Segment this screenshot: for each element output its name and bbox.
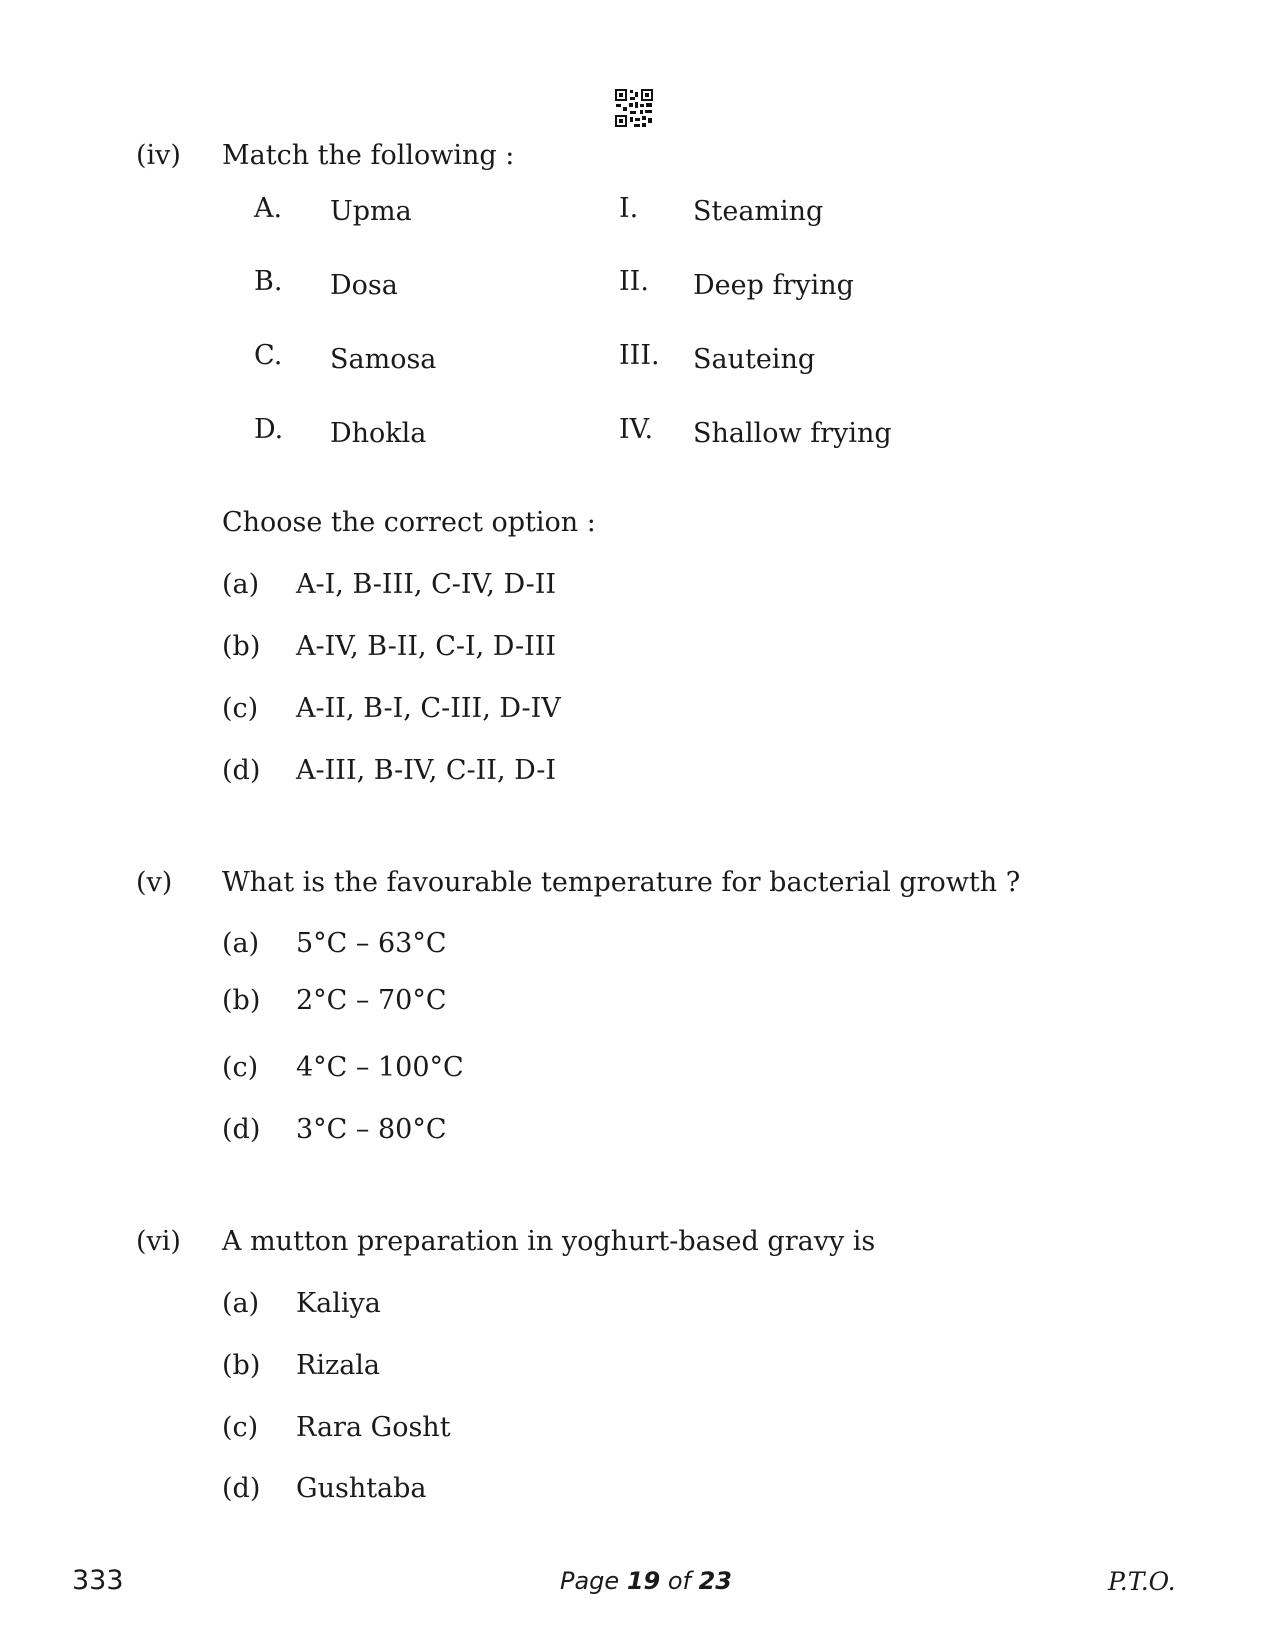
page-of: of bbox=[660, 1567, 699, 1595]
match-left-label: C. bbox=[254, 340, 283, 371]
match-left-label: B. bbox=[254, 266, 283, 297]
option-label: (b) bbox=[222, 985, 261, 1016]
option-text: 2°C – 70°C bbox=[296, 985, 447, 1016]
question-stem: What is the favourable temperature for bacterial growth ? bbox=[222, 867, 1021, 898]
qr-code-icon bbox=[614, 88, 654, 128]
page-current: 19 bbox=[626, 1567, 661, 1595]
match-right-label: III. bbox=[619, 340, 660, 371]
option-label: (a) bbox=[222, 1288, 260, 1319]
match-right-text: Sauteing bbox=[693, 344, 816, 375]
option-text: A-I, B-III, C-IV, D-II bbox=[296, 569, 557, 600]
option-label: (b) bbox=[222, 1350, 261, 1381]
question-number: (iv) bbox=[136, 140, 181, 171]
question-stem: Match the following : bbox=[222, 140, 515, 171]
match-left-label: A. bbox=[254, 193, 283, 224]
option-text: 5°C – 63°C bbox=[296, 928, 447, 959]
choose-prompt: Choose the correct option : bbox=[222, 507, 596, 538]
option-text: 4°C – 100°C bbox=[296, 1052, 464, 1083]
match-left-label: D. bbox=[254, 414, 284, 445]
page-indicator bbox=[560, 1569, 732, 1593]
match-right-text: Shallow frying bbox=[693, 418, 892, 449]
question-number: (vi) bbox=[136, 1226, 181, 1257]
option-text: Kaliya bbox=[296, 1288, 381, 1319]
option-text: 3°C – 80°C bbox=[296, 1114, 447, 1145]
paper-code: 333 bbox=[72, 1565, 124, 1596]
option-label: (a) bbox=[222, 928, 260, 959]
option-text: A-IV, B-II, C-I, D-III bbox=[296, 631, 557, 662]
option-label: (c) bbox=[222, 1412, 259, 1443]
match-left-text: Samosa bbox=[330, 344, 437, 375]
option-label: (b) bbox=[222, 631, 261, 662]
question-stem: A mutton preparation in yoghurt-based gravy is bbox=[222, 1226, 876, 1257]
match-right-label: II. bbox=[619, 266, 649, 297]
match-right-label: I. bbox=[619, 193, 639, 224]
option-text: Rara Gosht bbox=[296, 1412, 451, 1443]
option-label: (c) bbox=[222, 693, 259, 724]
option-text: A-III, B-IV, C-II, D-I bbox=[296, 755, 557, 786]
match-left-text: Dhokla bbox=[330, 418, 427, 449]
match-left-text: Dosa bbox=[330, 270, 398, 301]
page-prefix: Page bbox=[560, 1567, 627, 1595]
match-right-text: Deep frying bbox=[693, 270, 854, 301]
match-right-label: IV. bbox=[619, 414, 654, 445]
option-text: Gushtaba bbox=[296, 1473, 427, 1504]
option-label: (c) bbox=[222, 1052, 259, 1083]
option-label: (d) bbox=[222, 1473, 261, 1504]
question-number: (v) bbox=[136, 867, 173, 898]
option-text: A-II, B-I, C-III, D-IV bbox=[296, 693, 561, 724]
match-right-text: Steaming bbox=[693, 196, 824, 227]
option-text: Rizala bbox=[296, 1350, 381, 1381]
option-label: (a) bbox=[222, 569, 260, 600]
option-label: (d) bbox=[222, 1114, 261, 1145]
pto-note: P.T.O. bbox=[1108, 1567, 1176, 1596]
option-label: (d) bbox=[222, 755, 261, 786]
match-left-text: Upma bbox=[330, 196, 412, 227]
page-total: 23 bbox=[698, 1567, 733, 1595]
